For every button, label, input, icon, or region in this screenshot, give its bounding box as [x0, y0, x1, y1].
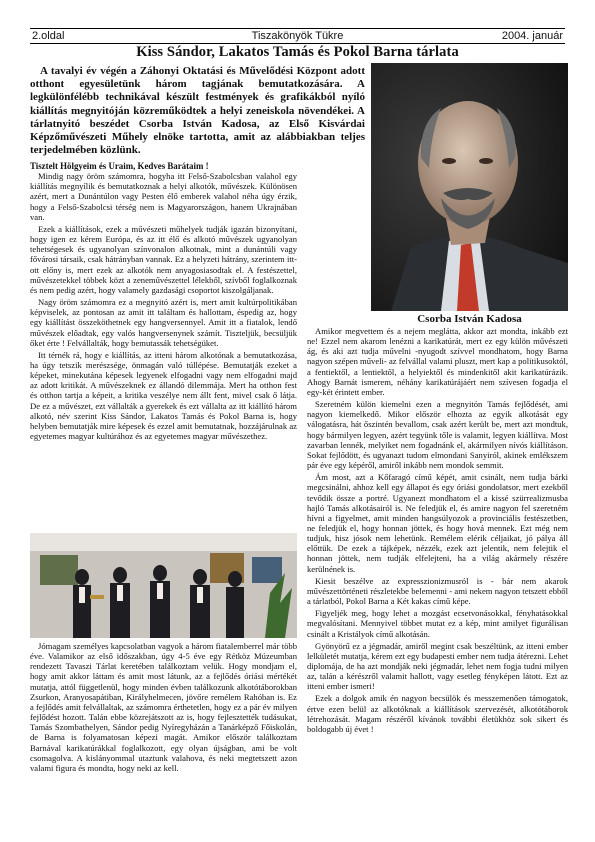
article-lead	[30, 65, 365, 157]
group-image	[30, 533, 297, 638]
issue-date: 2004. január	[501, 30, 563, 42]
paragraph: Jómagam személyes kapcsolatban vagyok a három fiatalemberrel már több éve. Valamikor az első időszakban, úgy 4-5 éve egy Rétköz Múzeumban rendezett Tavaszi Tárlat keretében találkoztam velük. Hogy mondjam el, hogy amit akkor láttam és amit most látunk, az a fejlődés óriási mértékét mutatja, attól függetlenül, hogy minden évben találkozunk alkotótáborokban Zsurkon, Aranyosapátiban, Királyhelmecen, jövőre remélem Rahóban is. Ez a fejlődés amit felvállaltak, az számomra érthetetlen, hogy ez a pár év milyen fejlődést hozott. Talán ebbe közrejátszott az is, hogy fejlesztették tudásukat, Tamás Szombathelyen, Sándor pedig Nyíregyházán a Tanárképző Főiskolán, de Barna is folyamatosan képezi magát. Amikor először találkoztam Barnával karikatúrákkal foglalkozott, egy olyan újságban, ami be volt csomagolva. A kislányommal utaztunk valahova, és neki megtetszett azon valami figura és mondta, hogy neki az kell.	[30, 641, 297, 773]
article-column-left	[30, 161, 297, 531]
paragraph: Ezek a kiállítások, ezek a művészeti műhelyek tudják igazán bizonyítani, hogy igen ez kérem Európa, és az itt élő és alkotó művészek ugyanolyan tehetségesek és ugyanolyan színvonalon alkotnak, mint a dunántúli vagy fővárosi társaik, csak hátrányban vannak. Ez a helyzeti hátrány, szerintem itt-ott előny is, mert ezek az alkotók nem anyagosiasodtak el. A festészettel, művészetekkel többek közt a zeneművészettel lélekből, szívből foglalkoznak és nem pedig azért, hogy valamely gazdasági csoportot kiszolgáljanak.	[30, 223, 297, 295]
paragraph: Gyönyörű ez a jégmadár, amiről megint csak beszéltünk, az itteni ember lelkületét mutatja, kérem ezt egy budapesti ember nem tudja átérezni. Lehet diplomája, de ha azt mondják neki jégmadár, lehet nem fogja tudni milyen az, talán a kérészről valamit hallott, vagy esetleg fényképen látott. Ezt az itteni ember ismeri!	[307, 640, 568, 692]
article-column-left-lower	[30, 641, 297, 826]
paragraph: Ezek a dolgok amik én nagyon becsülök és messzemenően támogatok, értve ezen belül az alkotóknak a kiállítások szervezését, alkotótáborok létrehozását. Magam részéről kívánok további életükhöz sok sikert és boldogabb új évet !	[307, 693, 568, 734]
page-header	[30, 28, 565, 44]
page-number: 2.oldal	[32, 30, 65, 42]
portrait-image	[371, 63, 568, 311]
article-title: Kiss Sándor, Lakatos Tamás és Pokol Barna tárlata	[136, 44, 459, 60]
greeting: Tisztelt Hölgyeim és Uraim, Kedves Barátaim !	[30, 161, 209, 171]
article-column-right	[307, 326, 568, 836]
paragraph: Ám most, azt a Kőfaragó című képét, amit csinált, nem tudja bárki megcsinálni, ahhoz kell egy állapot és egy óriási gondolatsor, mert ezekből tevődik össze a portré. Ugyanezt mondhatom el a kissé szürrealizmusba hajló Tamás alkotásairól is. Ne feledjük el, és amire nagyon fel szeretném hívni a figyelmet, amit minden hangsúlyozok a provinciális festészetben, ne feledjük el, hogy honnan jöttek, és hogy hová mennek. Ezt még nem tudjuk, hisz jósok nem lehetünk. Remélem elérik céljaikat, jó pálya áll előttük. De ezek a tájképek, nézzék, ezek azt jelentik, nem felejtik el honnan jöttek, nem tudják elfelejteni, ha a világ akármely részére kerülnének is.	[307, 472, 568, 574]
paragraph: Mindig nagy öröm számomra, hogyha itt Felső-Szabolcsban valahol egy kiállítás megnyílik és bemutatkoznak a helyi alkotók, művészek. Különösen azért, mert a Dunántúlon vagy Pesten élő emberek valahol néha úgy érzik, hogy a Felső-Szabolcsi térség nem is Magyarországon, hanem Ukrajnában van.	[30, 171, 297, 222]
paragraph: Itt térnék rá, hogy e kiállítás, az itteni három alkotónak a bemutatkozása, ha úgy tetszik merészsége, önmagán való túllépése. Bemutatják ezeket a képeket, minekutána képesek legyenek elfogadni vagy nem elfogadni majd az adott kritikát. A művészeknek ez állandó dilemmája. Mert ha otthon fest és otthon tartja a képeit, a kritika veszélye nem állt fent, mivel csak ő látja. De ez a művészet, ezt vállalták a gyerekek és ezt vállalta az itt kiállító három alkotó, név szerint Kiss Sándor, Lakatos Tamás és Pokol Barna is, hogy helyben bemutatják mire képesek és ezzel amit bemutatnak, hozzájárulnak az egyetemes magyar kultúrához és az egyetemes magyar művészethez.	[30, 349, 297, 442]
portrait-photo	[371, 63, 568, 311]
paragraph: Nagy öröm számomra ez a megnyitó azért is, mert amit kultúrpolitikában képviselek, az pontosan az amit itt találtam és hallottam, éspedig az, hogy egy kiállítást összeköthetnek egy hangversennyel. Amit itt a fiatalok, lendő művészek előadtak, egy valós hangversenynek számít. Tiszteljük, becsüljük őket érte ! Felvállalták, hogy bemutassák tehetségüket.	[30, 297, 297, 348]
exhibition-group-photo	[30, 533, 297, 638]
paragraph: Kiesit beszélve az expresszionizmusról is - bár nem akarok művészettörténeti részletekbe belemenni - ami nekem nagyon tetszett ebből a tárlatból, Pokol Barna a Két kakas című képe.	[307, 575, 568, 607]
paragraph: Figyeljék meg, hogy lehet a mozgást ecsetvonásokkal, fényhatásokkal megvalósítani. Mennyivel többet mutat ez a kép, mint amilyet figurálisan csinált a Kristályok című alkotásán.	[307, 608, 568, 639]
paragraph: Amikor megvettem és a nejem meglátta, akkor azt mondta, inkább ezt ne! Ezzel nem akarom lenézni a karikatúrát, mert ez egy külön művészeti ág, és aki azt tudja művelni -nyugodt szívvel mondhatom, hogy Barna nagyon szépen műveli- az felvállal valami pluszt, mert kap a politikusoktól, a fentiektől, a lentiektől, a helyiektől és mindenkitől akit karikatúrázik. Ahogy Barnát ismerem, néhány karikatúrájáért nem szívesen fogadja el egy-két érintett ember.	[307, 326, 568, 397]
publication-name: Tiszakönyök Tükre	[251, 30, 344, 42]
paragraph: Szeretném külön kiemelni ezen a megnyitón Tamás fejlődését, ami nagyon kiemelkedő. Mikor először elhozta az egyik alkotását egy válogatásra, hát őszintén bevallom, csak azért került be, mert azt mondtuk, hogy bármilyen legyen, azért tegyünk tőle is valamit, legyen kiállítva. Most zavarban lennék, melyiket nem fogadnánk el, akármilyen nívós kiállításon. Sokat fejlődött, és ugyanazt tudom elmondani Sanyiról, akinek emlékszem pár éve egy képéről, amiről inkább nem mondok semmit.	[307, 399, 568, 471]
lead-paragraph: A tavalyi év végén a Záhonyi Oktatási és Művelődési Központ adott otthont egyesületünk három tagjának bemutatkozására. A legkülönfélébb technikával készült festmények és grafikákból nyíló kiállítás megnyitóján közreműködtek a helyi zeneiskola növendékei. A tárlatnyitó beszédet Csorba István Kadosa, az Első Kisvárdai Képzőművészeti Műhely elnöke tartotta, amit az alábbiakban teljes terjedelmében közlünk.	[30, 65, 365, 157]
portrait-caption: Csorba István Kadosa	[417, 313, 522, 325]
